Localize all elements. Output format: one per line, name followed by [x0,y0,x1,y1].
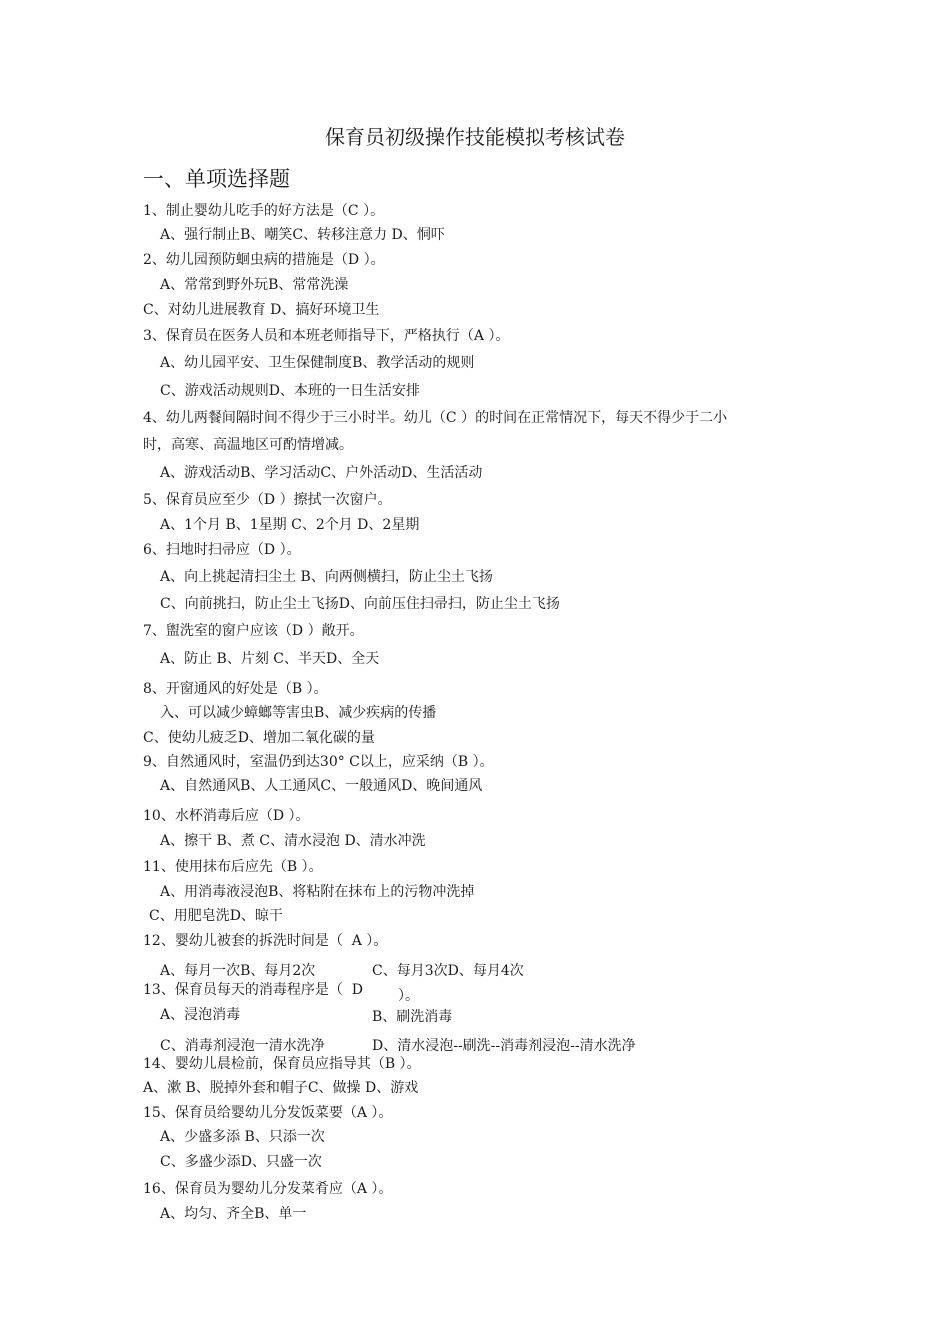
question-8-options-ab: 入、可以减少蟑螂等害虫B、减少疾病的传播 [160,705,437,721]
question-1: 1、制止婴幼儿吃手的好方法是（C ）。 [143,203,385,219]
question-12-options-ab: A、每月一次B、每月2次 [160,963,316,979]
question-3-options-ab: A、幼儿园平安、卫生保健制度B、教学活动的规则 [160,355,475,371]
question-14: 14、婴幼儿晨检前，保育员应指导其（B ）。 [143,1056,421,1072]
question-5: 5、保育员应至少（D ）擦拭一次窗户。 [143,492,392,508]
page-title: 保育员初级操作技能模拟考核试卷 [325,125,625,149]
question-9: 9、自然通风时，室温仍到达30° C以上，应采纳（B ）。 [143,754,494,770]
question-2: 2、幼儿园预防蛔虫病的措施是（D ）。 [143,252,385,268]
question-13-option-a: A、浸泡消毒 [160,1007,241,1023]
question-16: 16、保育员为婴幼儿分发菜肴应（A ）。 [143,1181,393,1197]
question-13: 13、保育员每天的消毒程序是（ D [143,982,363,998]
question-1-options: A、强行制止B、嘲笑C、转移注意力 D、恫吓 [160,227,445,243]
question-11-options-cd: C、用肥皂洗D、晾干 [149,908,283,924]
question-11-options-ab: A、用消毒液浸泡B、将粘附在抹布上的污物冲洗掉 [160,884,475,900]
question-4: 4、幼儿两餐间隔时间不得少于三小时半。幼儿（C ）的时间在正常情况下，每天不得少于二小 [143,410,728,426]
question-2-options-ab: A、常常到野外玩B、常常洗澡 [160,277,349,293]
question-14-options: A、漱 B、脱掉外套和帽子C、做操 D、游戏 [143,1080,419,1096]
question-4-continued: 时，高寒、高温地区可酌情增减。 [143,437,353,453]
question-15: 15、保育员给婴幼儿分发饭菜要（A ）。 [143,1105,393,1121]
question-12: 12、婴幼儿被套的拆洗时间是（ A ）。 [143,933,388,949]
question-13-option-b: B、刷洗消毒 [372,1009,453,1025]
question-15-options-ab: A、少盛多添 B、只添一次 [160,1129,325,1145]
question-6-options-ab: A、向上挑起清扫尘土 B、向两侧横扫，防止尘土飞扬 [160,569,493,585]
question-8-options-cd: C、使幼儿疲乏D、增加二氧化碳的量 [143,730,375,746]
question-15-options-cd: C、多盛少添D、只盛一次 [160,1154,322,1170]
question-16-options: A、均匀、齐全B、单一 [160,1206,307,1222]
question-3: 3、保育员在医务人员和本班老师指导下，严格执行（A ）。 [143,328,510,344]
question-6-options-cd: C、向前挑扫，防止尘土飞扬D、向前压住扫帚扫，防止尘土飞扬 [160,596,560,612]
question-10: 10、水杯消毒后应（D ）。 [143,808,310,824]
question-13-end: ）。 [398,988,419,1004]
question-10-options: A、擦干 B、煮 C、清水浸泡 D、清水冲洗 [160,833,426,849]
question-7-options: A、防止 B、片刻 C、半天D、全天 [160,651,380,667]
question-4-options: A、游戏活动B、学习活动C、户外活动D、生活活动 [160,465,483,481]
question-13-option-d: D、清水浸泡--刷洗--消毒剂浸泡--清水洗净 [372,1038,636,1054]
question-13-option-c: C、消毒剂浸泡一清水洗净 [160,1038,325,1054]
question-3-options-cd: C、游戏活动规则D、本班的一日生活安排 [160,383,420,399]
section-heading: 一、单项选择题 [143,167,290,191]
question-12-options-cd: C、每月3次D、每月4次 [372,963,524,979]
question-2-options-cd: C、对幼儿进展教育 D、搞好环境卫生 [143,302,380,318]
question-7: 7、盥洗室的窗户应该（D ）敞开。 [143,623,364,639]
question-9-options: A、自然通风B、人工通风C、一般通风D、晚间通风 [160,778,483,794]
question-8: 8、开窗通风的好处是（B ）。 [143,681,328,697]
question-5-options: A、1个月 B、1星期 C、2个月 D、2星期 [160,517,420,533]
question-6: 6、扫地时扫帚应（D ）。 [143,542,301,558]
question-11: 11、使用抹布后应先（B ）。 [143,859,323,875]
